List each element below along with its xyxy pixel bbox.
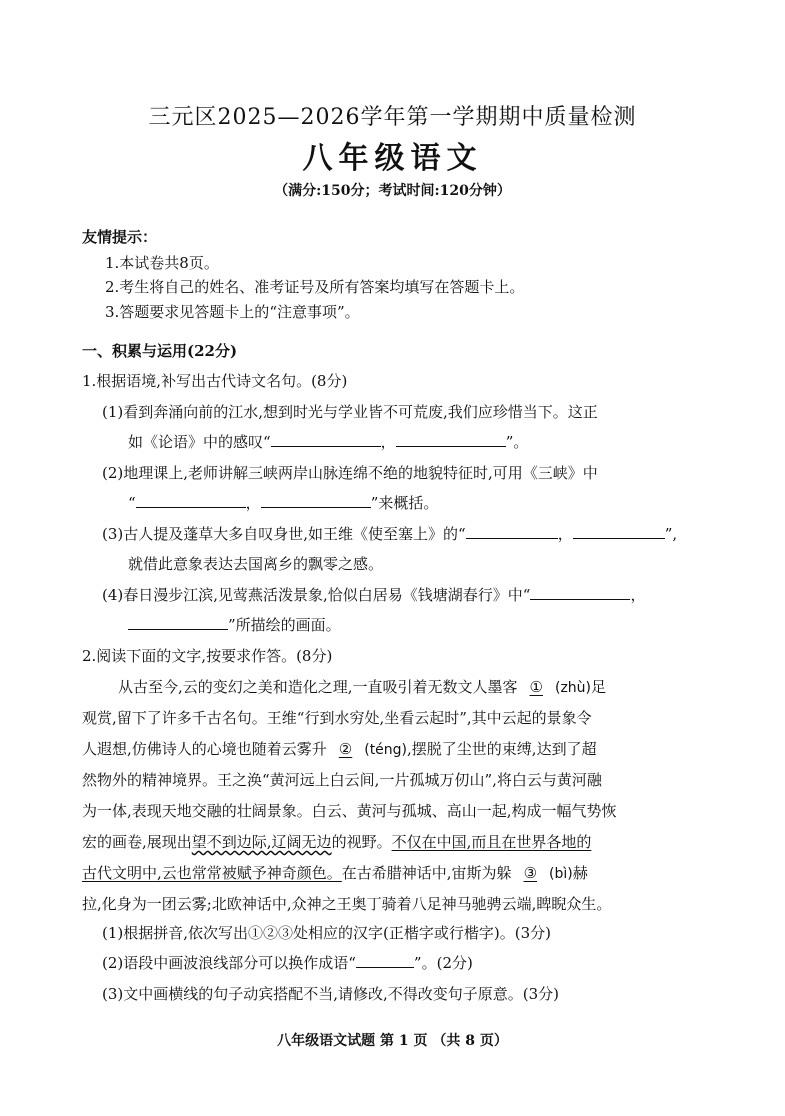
passage-line-6 — [82, 831, 591, 852]
text: 足 — [591, 678, 607, 696]
q2-sub1: (1)根据拼音,依次写出①②③处相应的汉字(正楷字或行楷字)。(3分) — [102, 924, 551, 942]
text: ”来概括。 — [370, 494, 439, 512]
tip-item-3: 3.答题要求见答题卡上的“注意事项”。 — [105, 303, 360, 321]
tip-item-2: 2.考生将自己的姓名、准考证号及所有答案均填写在答题卡上。 — [105, 278, 525, 296]
text: “ — [128, 494, 136, 512]
q1-sub3-line1 — [102, 523, 677, 544]
text: ”。 — [505, 433, 529, 451]
answer-blank[interactable] — [136, 493, 246, 508]
q2-sub2 — [102, 952, 473, 973]
pinyin: (zhù) — [555, 680, 592, 696]
passage-line-2: 观赏,留下了许多千古名句。王维“行到水穷处,坐看云起时”,其中云起的景象令 — [82, 709, 592, 727]
page-footer: 八年级语文试题 第 1 页 （共 8 页） — [277, 1033, 508, 1049]
text: ”所描绘的画面。 — [228, 616, 341, 634]
text: 的视野。 — [331, 833, 392, 851]
passage-line-7 — [82, 862, 588, 883]
text: 在古希腊神话中,宙斯为躲 — [341, 864, 512, 882]
text: 从古至今,云的变幻之美和造化之理,一直吸引着无数文人墨客 — [118, 678, 518, 696]
text: 宏的画卷,展现出 — [82, 833, 192, 851]
q2-stem: 2.阅读下面的文字,按要求作答。(8分) — [82, 647, 333, 665]
q1-sub4-line1 — [102, 584, 645, 605]
q1-sub1-line1: (1)看到奔涌向前的江水,想到时光与学业皆不可荒废,我们应珍惜当下。这正 — [102, 403, 598, 421]
blank-3[interactable]: ③ — [523, 864, 538, 882]
text: ”。(2分) — [413, 954, 473, 972]
text: (2)语段中画波浪线部分可以换作成语“ — [102, 954, 356, 972]
answer-blank[interactable] — [128, 615, 228, 630]
wavy-underlined-phrase: 望不到边际,辽阔无边 — [191, 833, 332, 851]
q1-sub2-line2 — [128, 492, 438, 513]
text: 如《论语》中的感叹“ — [128, 433, 271, 451]
answer-blank[interactable] — [573, 524, 665, 539]
answer-blank[interactable] — [271, 432, 381, 447]
q2-sub3: (3)文中画横线的句子动宾搭配不当,请修改,不得改变句子原意。(3分) — [102, 985, 560, 1003]
blank-2[interactable]: ② — [338, 740, 353, 758]
text: (3)古人提及蓬草大多自叹身世,如王维《使至塞上》的“ — [102, 525, 466, 543]
exam-score-time: （满分:150分；考试时间:120分钟） — [274, 183, 511, 199]
text: ， — [630, 586, 646, 604]
tip-item-1: 1.本试卷共8页。 — [105, 254, 219, 272]
passage-line-8: 拉,化身为一团云雾;北欧神话中,众神之王奥丁骑着八足神马驰骋云端,睥睨众生。 — [82, 895, 612, 913]
q1-sub3-line2: 就借此意象表达去国离乡的飘零之感。 — [128, 555, 384, 573]
text: 赫 — [572, 864, 588, 882]
answer-blank[interactable] — [530, 585, 630, 600]
q1-stem: 1.根据语境,补写出古代诗文名句。(8分) — [82, 372, 348, 390]
text: ， — [557, 525, 573, 543]
pinyin: (bì) — [549, 866, 573, 882]
passage-line-5: 为一体,表现天地交融的壮阔景象。白云、黄河与孤城、高山一起,构成一幅气势恢 — [82, 802, 617, 820]
text: ， — [380, 433, 396, 451]
blank-1[interactable]: ① — [529, 678, 543, 696]
underlined-sentence: 不仅在中国,而且在世界各地的 — [391, 833, 592, 851]
answer-blank[interactable] — [396, 432, 506, 447]
q1-sub1-line2 — [128, 431, 528, 452]
text: (4)春日漫步江滨,见莺燕活泼景象,恰似白居易《钱塘湖春行》中“ — [102, 586, 531, 604]
exam-title: 八年级语文 — [302, 141, 483, 176]
answer-blank[interactable] — [356, 953, 414, 968]
passage-line-4: 然物外的精神境界。王之涣“黄河远上白云间,一片孤城万仞山”,将白云与黄河融 — [82, 771, 602, 789]
answer-blank[interactable] — [466, 524, 558, 539]
q1-sub2-line1: (2)地理课上,老师讲解三峡两岸山脉连绵不绝的地貌特征时,可用《三峡》中 — [102, 464, 598, 482]
passage-line-3 — [82, 738, 597, 759]
section1-title: 一、积累与运用(22分) — [82, 342, 238, 360]
q1-sub4-line2 — [128, 614, 341, 635]
tips-title: 友情提示： — [82, 228, 158, 246]
answer-blank[interactable] — [261, 493, 371, 508]
text: ”, — [664, 525, 678, 543]
text: ， — [245, 494, 261, 512]
exam-header-line1: 三元区2025—2026学年第一学期期中质量检测 — [148, 105, 637, 130]
text: ,摆脱了尘世的束缚,达到了超 — [407, 740, 597, 758]
underlined-sentence: 古代文明中,云也常常被赋予神奇颜色。 — [82, 864, 342, 882]
pinyin: (téng) — [364, 742, 408, 758]
passage-line-1 — [118, 676, 606, 697]
text: 人遐想,仿佛诗人的心境也随着云雾升 — [82, 740, 327, 758]
